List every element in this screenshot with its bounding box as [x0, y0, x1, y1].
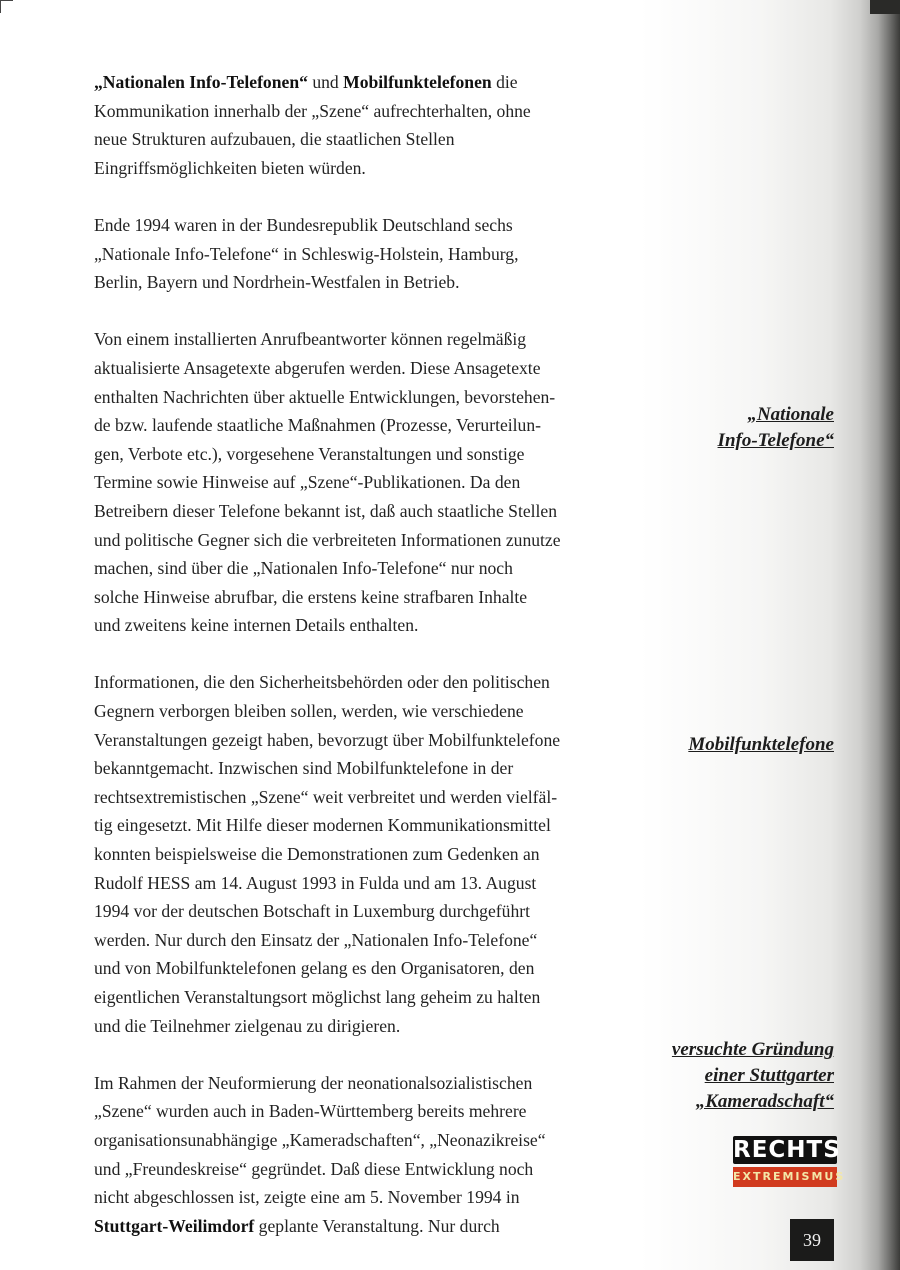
- sidenote-kameradschaft: [634, 1037, 834, 1115]
- bold-term-mobilfunk: Mobilfunktelefonen: [343, 72, 492, 92]
- logo-bottom-text: EXTREMISMUS: [733, 1167, 837, 1187]
- paragraph-5-rest: geplante Veranstaltung. Nur durch: [254, 1215, 500, 1236]
- paragraph-5: [94, 1069, 634, 1241]
- sidenote-mobilfunk: [634, 732, 834, 758]
- paragraph-1-text: die Kommunikation innerhalb der „Szene“ aufrechterhalten, ohne neue Strukturen aufzubauen, die staatlichen Stellen Eingriffsmöglichkeiten bieten würden.: [94, 72, 531, 178]
- sidenote-line: Mobilfunktelefone: [688, 734, 834, 755]
- paragraph-1: [94, 68, 634, 182]
- sidenote-line: einer Stuttgarter: [704, 1065, 834, 1086]
- paragraph-1-connector: und: [307, 72, 344, 92]
- body-text: [94, 68, 634, 1269]
- sidenote-line: „Kameradschaft“: [695, 1091, 834, 1112]
- sidenote-line: „Nationale: [747, 404, 834, 425]
- sidenote-info-telefone: [634, 402, 834, 454]
- sidenote-line: Info-Telefone“: [717, 430, 834, 451]
- bold-term-info-telefone: „Nationalen Info-Telefonen“: [94, 72, 308, 92]
- bold-term-stuttgart: Stuttgart-Weilimdorf: [94, 1215, 255, 1236]
- page-number: 39: [790, 1219, 834, 1261]
- page-edge-shadow: [870, 0, 900, 14]
- logo-top-text: RECHTS: [733, 1137, 841, 1163]
- rechtsextremismus-logo: [733, 1136, 846, 1190]
- crop-mark: [0, 0, 13, 13]
- paragraph-3: Von einem installierten Anrufbeantworter können regelmäßig aktualisierte Ansagetexte abgerufen werden. Diese Ansagetexte enthalten Nachrichten über aktuelle Entwicklungen, bevorstehen- de bzw. laufende staatliche Maßnahmen (Prozesse, Verurteilun- gen, Verbote etc.), vorgesehene Veranstaltungen und sonstige Termine sowie Hinweise auf „Szene“-Publikationen. Da den Betreibern dieser Telefone bekannt ist, daß auch staatliche Stellen und politische Gegner sich die verbreiteten Informationen zunutze machen, sind über die „Nationalen Info-Telefone“ nur noch solche Hinweise abrufbar, die erstens keine strafbaren Inhalte und zweitens keine internen Details enthalten.: [94, 329, 561, 636]
- sidenote-line: versuchte Gründung: [671, 1039, 834, 1060]
- paragraph-4: Informationen, die den Sicherheitsbehörden oder den politischen Gegnern verborgen bleiben sollen, werden, wie verschiedene Veranstaltungen gezeigt haben, bevorzugt über Mobilfunktelefone bekanntgemacht. Inzwischen sind Mobilfunktelefone in der rechtsextremistischen „Szene“ weit verbreitet und werden vielfäl- tig eingesetzt. Mit Hilfe dieser modernen Kommunikationsmittel konnten beispielsweise die Demonstrationen zum Gedenken an Rudolf HESS am 14. August 1993 in Fulda und am 13. August 1994 vor der deutschen Botschaft in Luxemburg durchgeführt werden. Nur durch den Einsatz der „Nationalen Info-Telefone“ und von Mobilfunktelefonen gelang es den Organisatoren, den eigentlichen Veranstaltungsort möglichst lang geheim zu halten und die Teilnehmer zielgenau zu dirigieren.: [94, 672, 561, 1036]
- paragraph-2: Ende 1994 waren in der Bundesrepublik Deutschland sechs „Nationale Info-Telefone“ in Schleswig-Holstein, Hamburg, Berlin, Bayern und Nordrhein-Westfalen in Betrieb.: [94, 214, 519, 293]
- paragraph-5-text: Im Rahmen der Neuformierung der neonationalsozialistischen „Szene“ wurden auch in Baden-Württemberg bereits mehrere organisationsunabhängige „Kameradschaften“, „Neonazikreise“ und „Freundeskreise“ gegründet. Daß diese Entwicklung noch nicht abgeschlossen ist, zeigte eine am 5. November 1994 in: [94, 1072, 546, 1208]
